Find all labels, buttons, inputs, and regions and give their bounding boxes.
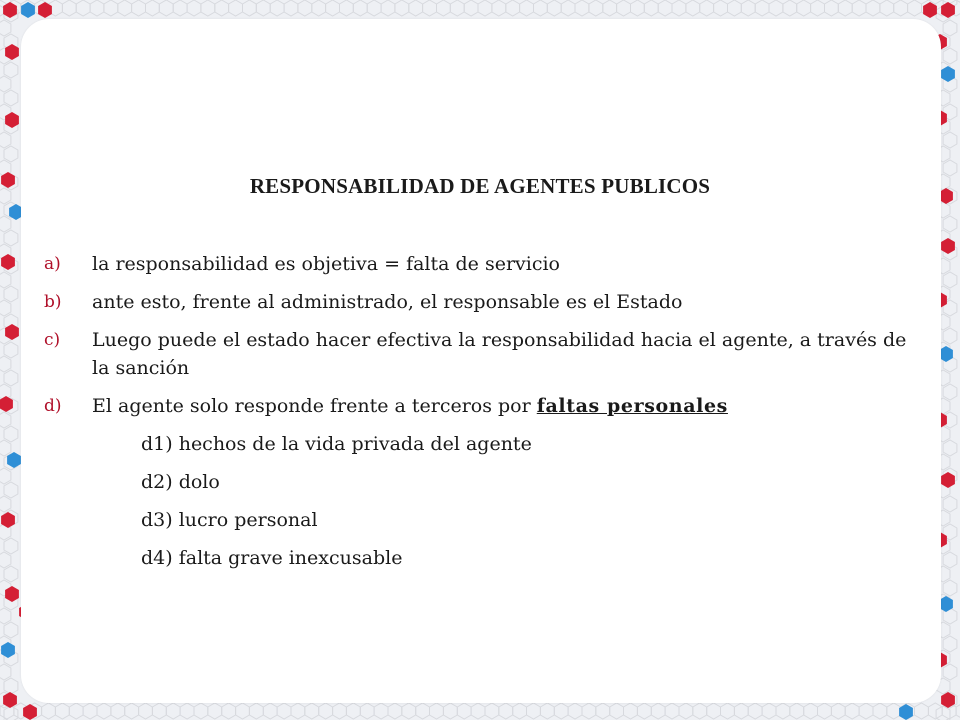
hexagon-outline (90, 0, 104, 16)
hexagon-outline (222, 703, 236, 719)
hexagon-outline (943, 580, 957, 596)
hexagon-outline (928, 703, 942, 719)
hexagon-outline (943, 384, 957, 400)
list-marker: b) (44, 292, 62, 312)
hexagon-outline (201, 0, 215, 16)
list-item-b (44, 288, 924, 316)
hexagon-outline (644, 0, 658, 16)
hexagon-outline (0, 440, 11, 456)
hexagon-outline (4, 90, 18, 106)
hexagon-outline (340, 0, 354, 16)
hexagon-outline (589, 0, 603, 16)
hexagon-outline (263, 703, 277, 719)
hexagon-outline (513, 703, 527, 719)
hexagon-outline (804, 703, 818, 719)
hexagon-outline (319, 703, 333, 719)
hexagon-outline (492, 0, 506, 16)
hexagon-outline (146, 0, 160, 16)
hexagon-outline (457, 703, 471, 719)
hexagon-outline (4, 482, 18, 498)
hexagon-outline (125, 703, 139, 719)
hexagon-outline (714, 0, 728, 16)
hexagon-outline (679, 703, 693, 719)
hexagon-outline (520, 0, 534, 16)
hexagon-outline (4, 370, 18, 386)
list-marker: a) (44, 254, 61, 274)
hexagon-outline (111, 703, 125, 719)
hexagon-outline (741, 0, 755, 16)
hexagon-outline (0, 300, 11, 316)
hexagon-outline (159, 0, 173, 16)
hexagon-outline (118, 0, 132, 16)
hexagon-outline (693, 703, 707, 719)
hexagon-outline (4, 342, 18, 358)
hexagon-outline (437, 0, 451, 16)
hexagon-outline (471, 703, 485, 719)
hexagon-outline (943, 636, 957, 652)
hexagon-outline (430, 703, 444, 719)
hexagon-outline (381, 0, 395, 16)
hexagon-outline (388, 703, 402, 719)
hexagon-outline (943, 132, 957, 148)
list-item-text: la responsabilidad es objetiva = falta de servicio (92, 253, 560, 275)
hexagon-outline (894, 0, 908, 16)
hexagon-outline (4, 706, 18, 720)
list-item-text (44, 392, 924, 420)
hexagon-outline (395, 0, 409, 16)
hexagon-filled (939, 346, 953, 362)
hexagon-outline (4, 426, 18, 442)
hexagon-outline (658, 0, 672, 16)
hexagon-outline (0, 412, 11, 428)
hexagon-outline (305, 703, 319, 719)
hexagon-outline (554, 703, 568, 719)
emphasized-term: faltas personales (536, 395, 728, 417)
hexagon-outline (956, 703, 960, 719)
list-item-d (44, 392, 924, 420)
hexagon-outline (0, 132, 11, 148)
hexagon-outline (943, 496, 957, 512)
hexagon-outline (42, 703, 56, 719)
hexagon-outline (617, 0, 631, 16)
hexagon-outline (527, 703, 541, 719)
list-item-text: ante esto, frente al administrado, el responsable es el Estado (92, 291, 683, 313)
hexagon-outline (243, 0, 257, 16)
hexagon-outline (256, 0, 270, 16)
hexagon-outline (326, 0, 340, 16)
hexagon-outline (943, 664, 957, 680)
hexagon-outline (943, 20, 957, 36)
hexagon-filled (21, 2, 35, 18)
hexagon-outline (83, 703, 97, 719)
hexagon-outline (152, 703, 166, 719)
hexagon-outline (0, 76, 11, 92)
hexagon-outline (4, 146, 18, 162)
hexagon-outline (367, 0, 381, 16)
hexagon-outline (423, 0, 437, 16)
hexagon-outline (4, 62, 18, 78)
hexagon-outline (353, 0, 367, 16)
list-marker: d) (44, 396, 62, 416)
hexagon-outline (887, 703, 901, 719)
hexagon-outline (811, 0, 825, 16)
hexagon-outline (908, 0, 922, 16)
hexagon-outline (700, 0, 714, 16)
hexagon-outline (534, 0, 548, 16)
hexagon-outline (596, 703, 610, 719)
slide-title: RESPONSABILIDAD DE AGENTES PUBLICOS (249, 174, 711, 198)
hexagon-outline (831, 703, 845, 719)
hexagon-outline (943, 552, 957, 568)
hexagon-outline (728, 0, 742, 16)
hexagon-outline (4, 622, 18, 638)
hexagon-outline (499, 703, 513, 719)
hexagon-outline (69, 703, 83, 719)
hexagon-outline (187, 0, 201, 16)
hexagon-outline (637, 703, 651, 719)
hexagon-outline (450, 0, 464, 16)
hexagon-outline (132, 0, 146, 16)
hexagon-outline (478, 0, 492, 16)
hexagon-outline (104, 0, 118, 16)
hexagon-outline (568, 703, 582, 719)
hexagon-outline (943, 216, 957, 232)
hexagon-outline (4, 678, 18, 694)
list-item-text: Luego puede el estado hacer efectiva la responsabilidad hacia el agente, a través de la sanción (92, 329, 907, 379)
hexagon-outline (346, 703, 360, 719)
sub-item-d3: d3) lucro personal (141, 509, 318, 531)
hexagon-outline (0, 216, 11, 232)
hexagon-outline (374, 703, 388, 719)
sub-item-d4: d4) falta grave inexcusable (141, 547, 403, 569)
hexagon-outline (291, 703, 305, 719)
hexagon-outline (166, 703, 180, 719)
list-item-c (44, 326, 924, 382)
hexagon-outline (0, 608, 11, 624)
hexagon-outline (277, 703, 291, 719)
hexagon-outline (651, 703, 665, 719)
hexagon-outline (873, 703, 887, 719)
hexagon-outline (783, 0, 797, 16)
hexagon-outline (859, 703, 873, 719)
hexagon-outline (762, 703, 776, 719)
hexagon-outline (4, 286, 18, 302)
hexagon-outline (4, 538, 18, 554)
hexagon-filled (1, 642, 15, 658)
hexagon-outline (672, 0, 686, 16)
hexagon-outline (866, 0, 880, 16)
hexagon-outline (464, 0, 478, 16)
hexagon-outline (0, 468, 11, 484)
hexagon-outline (825, 0, 839, 16)
hexagon-outline (402, 703, 416, 719)
hexagon-outline (582, 703, 596, 719)
list-item-a (44, 250, 924, 278)
hexagon-outline (915, 703, 929, 719)
hexagon-outline (0, 272, 11, 288)
hexagon-outline (97, 703, 111, 719)
hexagon-outline (208, 703, 222, 719)
hexagon-outline (215, 0, 229, 16)
hexagon-filled (23, 704, 37, 720)
hexagon-outline (943, 328, 957, 344)
hexagon-outline (610, 703, 624, 719)
hexagon-outline (845, 703, 859, 719)
hexagon-outline (686, 0, 700, 16)
hexagon-outline (360, 703, 374, 719)
hexagon-outline (0, 496, 11, 512)
hexagon-outline (755, 0, 769, 16)
hexagon-outline (0, 664, 11, 680)
hexagon-outline (485, 703, 499, 719)
hexagon-outline (561, 0, 575, 16)
list-item-text-plain: El agente solo responde frente a terceros por (92, 395, 537, 417)
hexagon-outline (707, 703, 721, 719)
hexagon-outline (180, 703, 194, 719)
hexagon-outline (173, 0, 187, 16)
hexagon-outline (270, 0, 284, 16)
hexagon-outline (194, 703, 208, 719)
hexagon-outline (298, 0, 312, 16)
hexagon-outline (284, 0, 298, 16)
hexagon-outline (416, 703, 430, 719)
hexagon-outline (790, 703, 804, 719)
hexagon-outline (333, 703, 347, 719)
hexagon-outline (139, 703, 153, 719)
hexagon-outline (665, 703, 679, 719)
hexagon-outline (734, 703, 748, 719)
list-marker: c) (44, 330, 61, 350)
hexagon-outline (748, 703, 762, 719)
hexagon-outline (236, 703, 250, 719)
hexagon-filled (5, 586, 19, 602)
hexagon-outline (769, 0, 783, 16)
hexagon-outline (540, 703, 554, 719)
hexagon-outline (852, 0, 866, 16)
hexagon-filled (939, 596, 953, 612)
hexagon-outline (631, 0, 645, 16)
hexagon-outline (943, 48, 957, 64)
sub-item-d2: d2) dolo (141, 471, 220, 493)
hexagon-outline (55, 703, 69, 719)
hexagon-outline (880, 0, 894, 16)
hexagon-filled (1, 254, 15, 270)
hexagon-outline (776, 703, 790, 719)
hexagon-outline (575, 0, 589, 16)
hexagon-filled (3, 692, 17, 708)
hexagon-outline (818, 703, 832, 719)
hexagon-outline (4, 566, 18, 582)
hexagon-outline (943, 272, 957, 288)
hexagon-outline (76, 0, 90, 16)
hexagon-outline (4, 230, 18, 246)
hexagon-outline (229, 0, 243, 16)
hexagon-outline (62, 0, 76, 16)
hexagon-outline (547, 0, 561, 16)
hexagon-outline (721, 703, 735, 719)
hexagon-outline (797, 0, 811, 16)
hexagon-outline (0, 552, 11, 568)
hexagon-filled (5, 112, 19, 128)
hexagon-outline (624, 703, 638, 719)
hexagon-outline (838, 0, 852, 16)
hexagon-outline (0, 20, 11, 36)
hexagon-outline (249, 703, 263, 719)
bullet-list (44, 250, 924, 572)
hexagon-outline (312, 0, 326, 16)
hexagon-filled (7, 452, 21, 468)
hexagon-outline (443, 703, 457, 719)
hexagon-filled (1, 512, 15, 528)
hexagon-outline (603, 0, 617, 16)
hexagon-outline (0, 356, 11, 372)
sub-item-d1: d1) hechos de la vida privada del agente (141, 433, 532, 455)
hexagon-outline (409, 0, 423, 16)
hexagon-outline (943, 440, 957, 456)
hexagon-outline (506, 0, 520, 16)
